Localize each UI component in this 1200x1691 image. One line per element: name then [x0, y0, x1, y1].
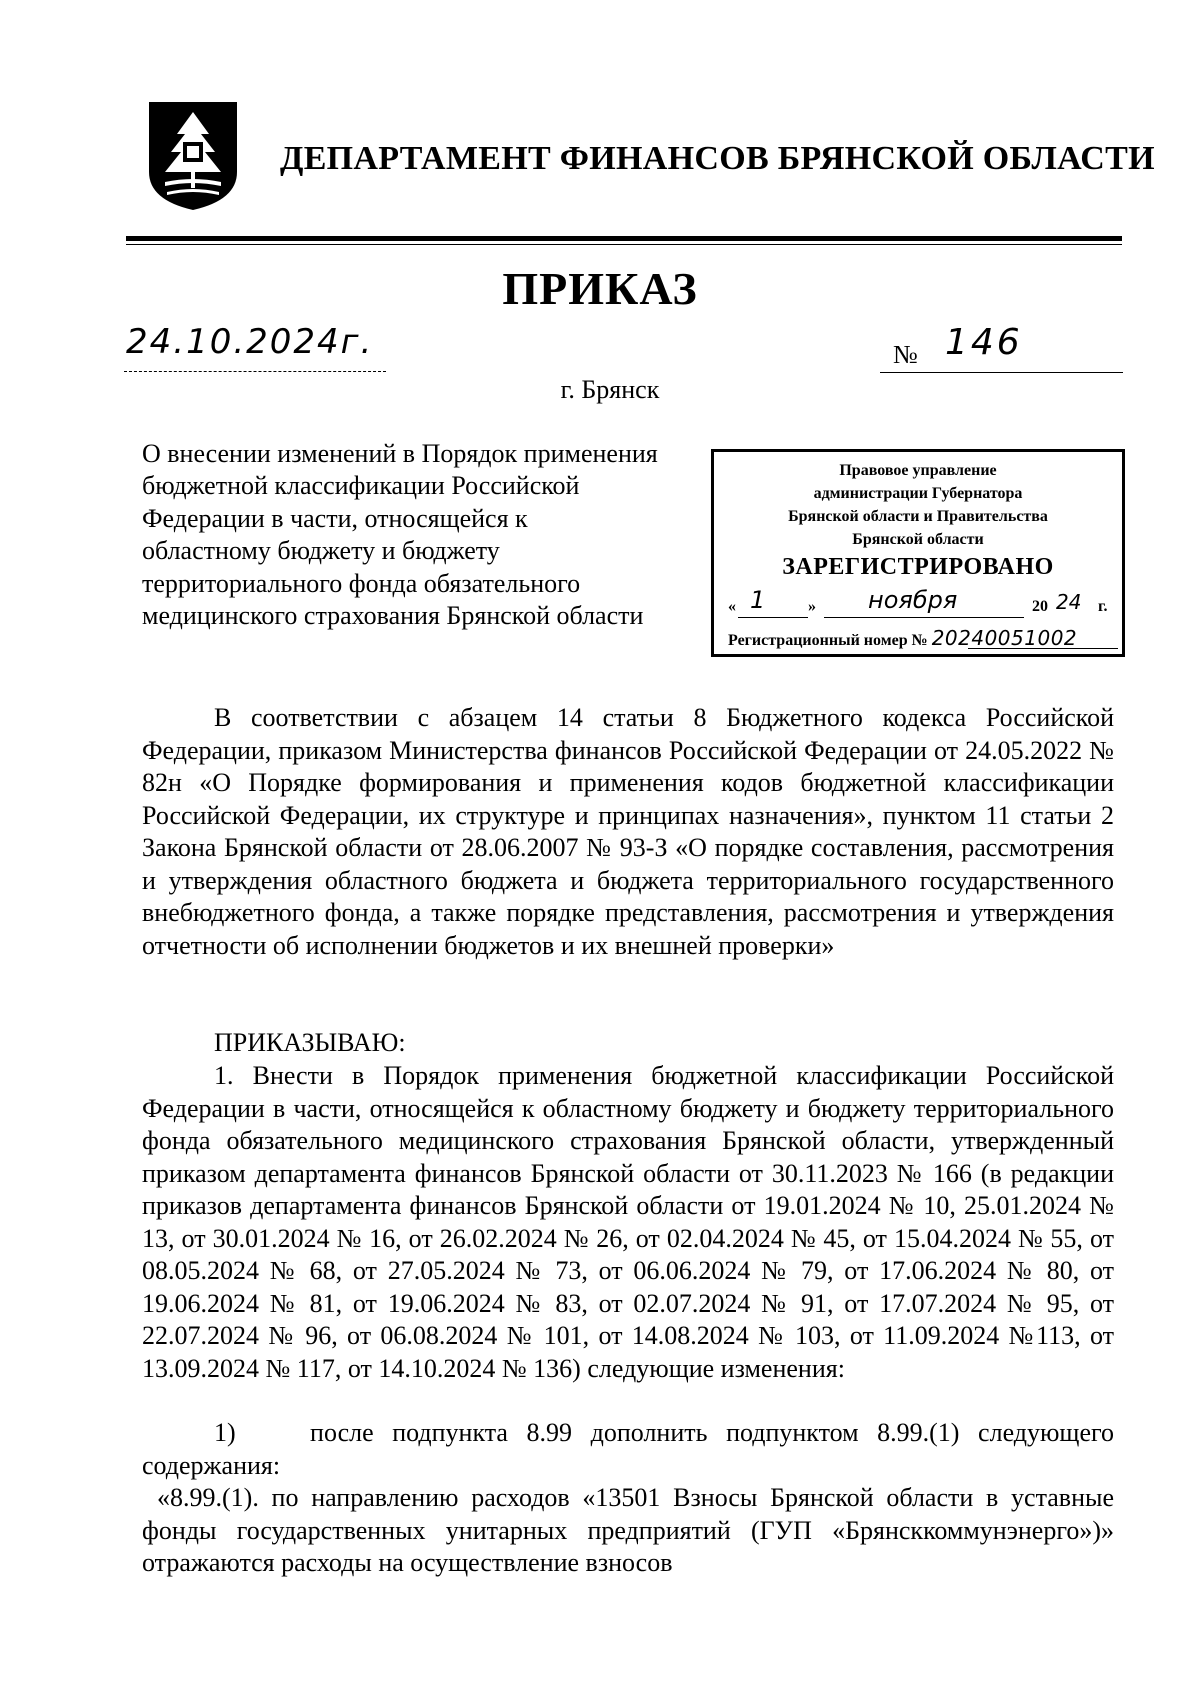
- stamp-day-handwritten: 1: [750, 586, 766, 614]
- number-underline: [880, 372, 1123, 373]
- stamp-year-unit: г.: [1098, 598, 1108, 615]
- stamp-day-underline: [738, 617, 808, 618]
- stamp-status: ЗАРЕГИСТРИРОВАНО: [782, 554, 1054, 580]
- stamp-month-handwritten: ноября: [868, 586, 958, 614]
- stamp-year-handwritten: 24: [1056, 590, 1082, 614]
- department-title: ДЕПАРТАМЕНТ ФИНАНСОВ БРЯНСКОЙ ОБЛАСТИ: [280, 140, 1155, 177]
- preamble-paragraph: В соответствии с абзацем 14 статьи 8 Бюджетного кодекса Российской Федерации, приказом Министерства финансов Российской Федерации от 24.05.2022 № 82н «О Порядке формирования и применения кодов бюджетной классификации Российской Федерации, их структуре и принципах назначения», пунктом 11 статьи 2 Закона Брянской области от 28.06.2007 № 93-З «О порядке составления, рассмотрения и утверждения областного бюджета и бюджета территориального государственного внебюджетного фонда, а также порядке представления, рассмотрения и утверждения отчетности об исполнении бюджетов и их внешней проверки»: [142, 703, 1114, 960]
- stamp-line-4: Брянской области: [852, 531, 984, 548]
- stamp-line-2: администрации Губернатора: [813, 485, 1023, 502]
- stamp-date-row: [728, 586, 1118, 622]
- stamp-open-quote: «: [728, 598, 736, 615]
- stamp-year-prefix: 20: [1032, 598, 1048, 615]
- stamp-registration-label: Регистрационный номер №: [728, 632, 928, 649]
- item-1-paragraph: 1. Внести в Порядок применения бюджетной классификации Российской Федерации в части, относящейся к областному бюджету и бюджету территориального фонда обязательного медицинского страхования Брянской области, утвержденный приказом департамента финансов Брянской области от 30.11.2023 № 166 (в редакции приказов департамента финансов Брянской области от 19.01.2024 № 10, 25.01.2024 № 13, от 30.01.2024 № 16, от 26.02.2024 № 26, от 02.04.2024 № 45, от 15.04.2024 № 55, от 08.05.2024 № 68, от 27.05.2024 № 73, от 06.06.2024 № 79, от 17.06.2024 № 80, от 19.06.2024 № 81, от 19.06.2024 № 83, от 02.07.2024 № 91, от 17.07.2024 № 95, от 22.07.2024 № 96, от 06.08.2024 № 101, от 14.08.2024 № 103, от 11.09.2024 №113, от 13.09.2024 № 117, от 14.10.2024 № 136) следующие изменения:: [142, 1061, 1114, 1383]
- order-number-label: №: [893, 340, 918, 369]
- date-underline: [124, 371, 386, 372]
- document-title: ПРИКАЗ: [502, 263, 698, 314]
- city-line: г. Брянск: [560, 375, 660, 404]
- stamp-registration-number-row: [728, 626, 1118, 650]
- order-subject: О внесении изменений в Порядок применения бюджетной классификации Российской Федерации в части, относящейся к областному бюджету и бюджету территориального фонда обязательного медицинского страхования Брянской области: [142, 439, 658, 631]
- stamp-registration-number-handwritten: 20240051002: [931, 626, 1078, 650]
- registration-stamp: [711, 449, 1125, 657]
- stamp-line-3: Брянской области и Правительства: [788, 508, 1048, 525]
- order-directive-word: ПРИКАЗЫВАЮ:: [214, 1028, 406, 1057]
- stamp-close-quote: »: [808, 598, 816, 615]
- stamp-line-1: Правовое управление: [839, 462, 997, 479]
- quoted-amendment-paragraph: «8.99.(1). по направлению расходов «13501 Взносы Брянской области в уставные фонды государственных унитарных предприятий (ГУП «Брянсккоммунэнерго»)» отражаются расходы на осуществление взносов: [142, 1483, 1114, 1577]
- subitem-1-paragraph: 1) после подпункта 8.99 дополнить подпунктом 8.99.(1) следующего содержания:: [142, 1418, 1121, 1480]
- header-divider-thin: [126, 244, 1122, 245]
- coat-of-arms-icon: [147, 100, 239, 212]
- stamp-month-underline: [824, 617, 1024, 618]
- stamp-registration-underline: [968, 648, 1118, 649]
- header-divider-thick: [126, 236, 1122, 241]
- order-number-handwritten: 146: [945, 322, 1023, 363]
- order-date-handwritten: 24.10.2024г.: [126, 322, 374, 362]
